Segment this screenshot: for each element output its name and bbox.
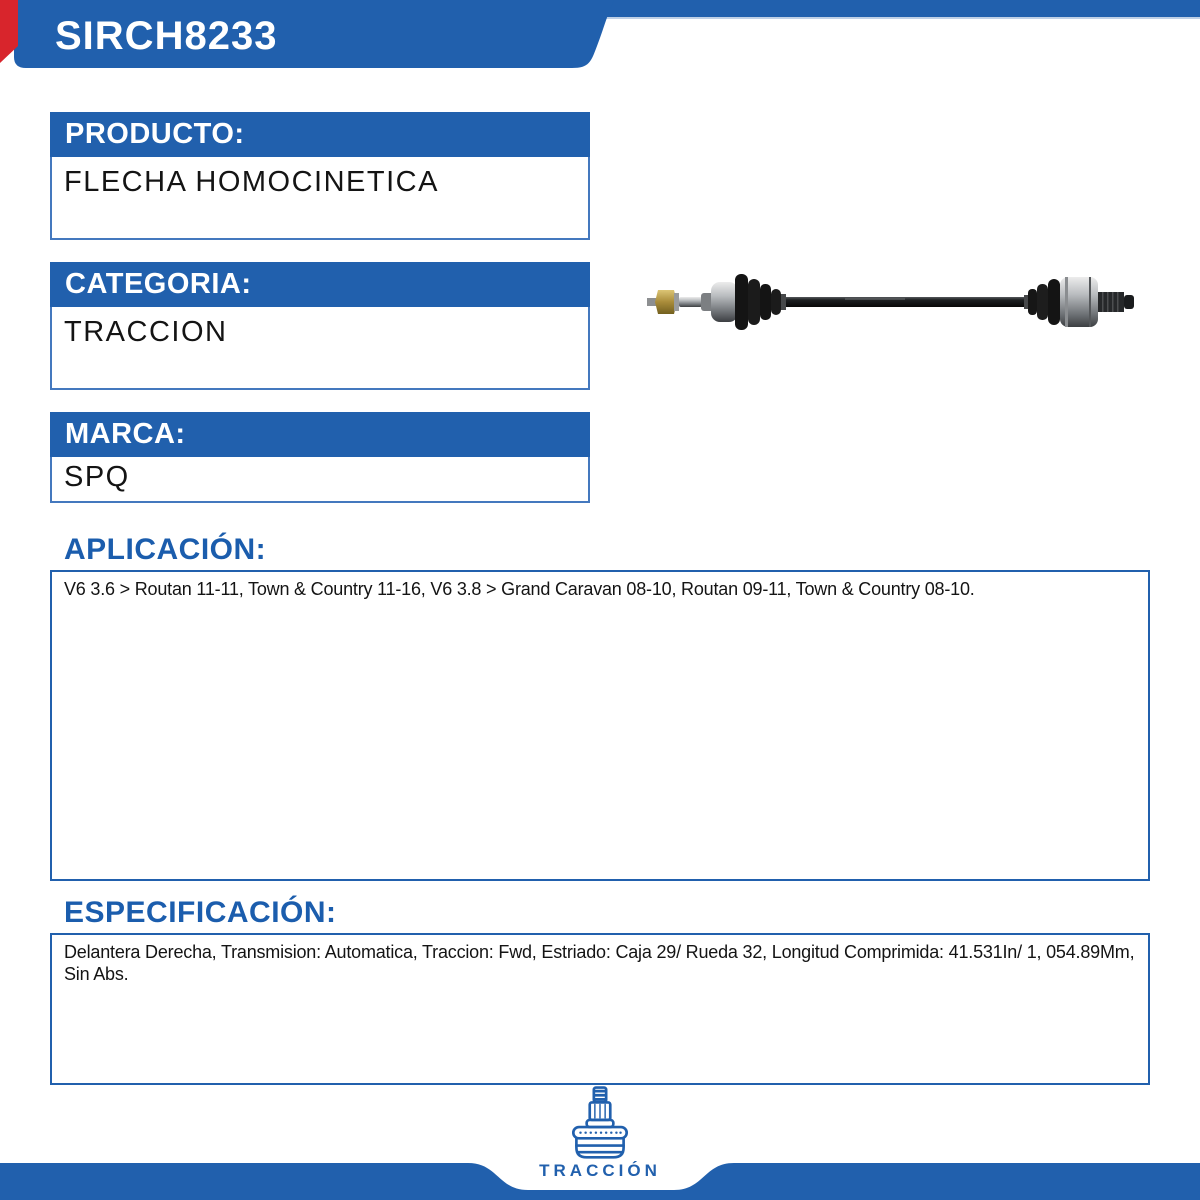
cv-joint-icon xyxy=(558,1086,642,1164)
categoria-value: TRACCION xyxy=(50,307,590,390)
categoria-label: CATEGORIA: xyxy=(50,262,590,307)
field-producto xyxy=(50,112,590,240)
aplicacion-box xyxy=(50,570,1150,881)
part-code-title: SIRCH8233 xyxy=(55,14,278,58)
aplicacion-text: V6 3.6 > Routan 11-11, Town & Country 11-16, V6 3.8 > Grand Caravan 08-10, Routan 09-11, Town & Country 08-10. xyxy=(64,579,975,599)
marca-label: MARCA: xyxy=(50,412,590,457)
especificacion-heading: ESPECIFICACIÓN: xyxy=(64,896,337,929)
especificacion-box xyxy=(50,933,1150,1085)
aplicacion-heading: APLICACIÓN: xyxy=(64,533,267,566)
footer-category-label: TRACCIÓN xyxy=(539,1161,661,1180)
producto-value: FLECHA HOMOCINETICA xyxy=(50,157,590,240)
marca-value: SPQ xyxy=(50,457,590,503)
cv-axle-photo xyxy=(645,262,1145,342)
field-categoria xyxy=(50,262,590,390)
especificacion-text: Delantera Derecha, Transmision: Automatica, Traccion: Fwd, Estriado: Caja 29/ Rueda 32, Longitud Comprimida: 41.531In/ 1, 054.89Mm, Sin Abs. xyxy=(64,942,1135,984)
bottom-bar xyxy=(0,1155,1200,1200)
producto-label: PRODUCTO: xyxy=(50,112,590,157)
field-marca xyxy=(50,412,590,503)
